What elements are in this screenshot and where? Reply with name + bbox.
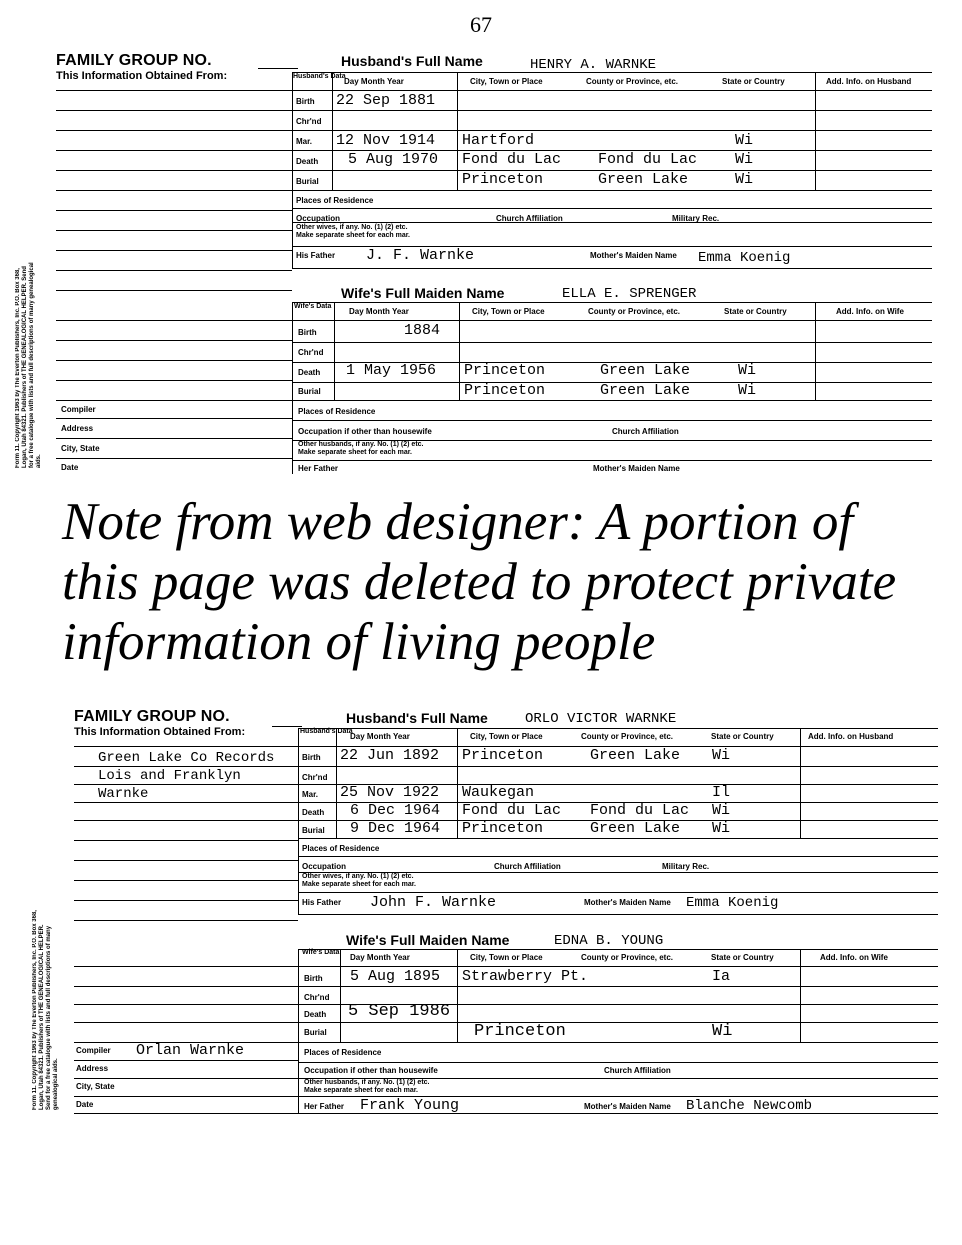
wife-places-label: Places of Residence [298,407,376,416]
wife2-death-label: Death [304,1010,327,1019]
city-header-2: City, Town or Place [470,732,543,741]
husbands-data-label: Husband's Data [293,73,346,80]
husband2-death-city: Fond du Lac [462,802,562,819]
chrnd-label-2: Chr'nd [302,773,328,782]
wife-name: ELLA E. SPRENGER [562,286,697,302]
his-father-name: J. F. Warnke [366,247,475,264]
state-header: State or Country [722,77,785,86]
state-header-wife-2: State or Country [711,953,774,962]
his-father-label: His Father [296,251,336,260]
wife2-birth-state: Ia [712,968,731,985]
date-label-2: Date [76,1100,94,1109]
wife-chrnd-label: Chr'nd [298,348,324,357]
husband2-birth-state: Wi [712,747,731,764]
wife-death-label: Death [298,368,321,377]
burial-label: Burial [296,177,319,186]
mothers-maiden-name-label-2: Mother's Maiden Name [584,898,671,907]
her-mothers-maiden-label-2: Mother's Maiden Name [584,1102,671,1111]
husband2-mar-date: 25 Nov 1922 [340,784,440,801]
husband-mar-state: Wi [735,132,754,149]
wife-death-county: Green Lake [600,362,691,379]
make-separate-wife-label-2: Make separate sheet for each mar. [304,1087,419,1094]
page-number: 67 [470,12,492,37]
wifes-data-label-2: Wife's Data [302,949,340,956]
husband2-burial-date: 9 Dec 1964 [350,820,441,837]
copyright-notice-2: Form 11. Copyright 1963 by The Everton Publishers, Inc. P.O. Box 368, Logan, Utah 84321. Publishers of THE GENEALOGICAL HELPER. Send for a free catalogue with lists and full descriptions of many genealogical aids. [32,910,59,1110]
husband2-burial-county: Green Lake [590,820,681,837]
add-info-wife-header: Add. Info. on Wife [836,307,904,316]
address-label: Address [61,424,94,433]
places-of-residence-label-2: Places of Residence [302,844,380,853]
husbands-data-label-2: Husband's Data [300,728,353,735]
wifes-full-maiden-name-label: Wife's Full Maiden Name [341,285,505,301]
wife-birth-date: 1884 [404,322,441,339]
info-source-1: Green Lake Co Records [98,750,275,766]
husband-name-2: ORLO VICTOR WARNKE [525,711,677,727]
wife2-death-date: 5 Sep 1986 [348,1002,451,1021]
day-month-year-header: Day Month Year [344,77,404,86]
occupation-label-2: Occupation [302,862,347,871]
info-obtained-label: This Information Obtained From: [56,70,228,82]
her-father-label: Her Father [298,464,339,473]
wife2-burial-label: Burial [304,1028,327,1037]
husband-death-date: 5 Aug 1970 [348,151,439,168]
husband2-birth-county: Green Lake [590,747,681,764]
wife2-birth-city: Strawberry Pt. [462,968,589,985]
compiler-label-2: Compiler [76,1046,111,1055]
wife-burial-city: Princeton [464,382,546,399]
compiler-name-2: Orlan Warnke [136,1042,245,1059]
family-group-no-label: FAMILY GROUP NO. [56,52,212,69]
date-label: Date [61,463,79,472]
husband2-burial-city: Princeton [462,820,544,837]
day-month-year-header-2: Day Month Year [350,732,410,741]
her-father-label-2: Her Father [304,1102,345,1111]
mar-label: Mar. [296,137,313,146]
church-affiliation-label: Church Affiliation [496,214,563,223]
mar-label-2: Mar. [302,790,319,799]
web-designer-note: Note from web designer: A portion of this page was deleted to protect private information of living people [62,493,897,671]
info-obtained-label-2: This Information Obtained From: [74,726,246,738]
wife2-birth-date: 5 Aug 1895 [350,968,441,985]
county-header-wife: County or Province, etc. [588,307,681,316]
wife-death-city: Princeton [464,362,546,379]
places-of-residence-label: Places of Residence [296,196,374,205]
wife2-birth-label: Birth [304,974,323,983]
her-mother-name-2: Blanche Newcomb [686,1098,813,1114]
day-month-year-header-wife: Day Month Year [349,307,409,316]
other-husbands-label: Other husbands, if any. No. (1) (2) etc. [298,441,424,448]
copyright-notice: Form 11. Copyright 1963 by The Everton Publishers, Inc. P.O. Box 368, Logan, Utah 84321. Publishers of THE GENEALOGICAL HELPER. Send for a free catalogue with lists and full descriptions of many genealogical aids. [15,262,42,468]
city-header-wife: City, Town or Place [472,307,545,316]
husband-burial-state: Wi [735,171,754,188]
occupation-label: Occupation [296,214,341,223]
husbands-full-name-label-2: Husband's Full Name [346,710,488,726]
wife2-chrnd-label: Chr'nd [304,993,330,1002]
city-header-wife-2: City, Town or Place [470,953,543,962]
wife2-burial-city: Princeton [474,1022,566,1041]
birth-label: Birth [296,97,315,106]
husband-mar-date: 12 Nov 1914 [336,132,436,149]
burial-label-2: Burial [302,826,325,835]
husband2-mar-state: Il [712,784,731,801]
wife-burial-state: Wi [738,382,757,399]
wife-death-date: 1 May 1956 [346,362,437,379]
his-father-name-2: John F. Warnke [370,894,497,911]
city-state-label: City, State [61,444,100,453]
husband2-death-date: 6 Dec 1964 [350,802,441,819]
husband2-burial-state: Wi [712,820,731,837]
make-separate-label-2: Make separate sheet for each mar. [302,881,417,888]
death-label-2: Death [302,808,325,817]
husband2-mar-city: Waukegan [462,784,535,801]
husband-death-state: Wi [735,151,754,168]
family-group-no-label-2: FAMILY GROUP NO. [74,708,230,725]
his-mother-name: Emma Koenig [698,250,791,266]
death-label: Death [296,157,319,166]
military-rec-label-2: Military Rec. [662,862,710,871]
chrnd-label: Chr'nd [296,117,322,126]
wife-name-2: EDNA B. YOUNG [554,933,664,949]
wife-burial-county: Green Lake [600,382,691,399]
husbands-full-name-label: Husband's Full Name [341,53,483,69]
mothers-maiden-name-label: Mother's Maiden Name [590,251,677,260]
wife-burial-label: Burial [298,387,321,396]
wife-church-label: Church Affiliation [612,427,679,436]
wife-birth-label: Birth [298,328,317,337]
his-father-label-2: His Father [302,898,342,907]
wifes-data-label: Wife's Data [294,303,332,310]
state-header-wife: State or Country [724,307,787,316]
husband-burial-county: Green Lake [598,171,689,188]
make-separate-label: Make separate sheet for each mar. [296,232,411,239]
info-source-2: Lois and Franklyn [98,768,241,784]
his-mother-name-2: Emma Koenig [686,895,779,911]
city-state-label-2: City, State [76,1082,115,1091]
her-mothers-maiden-label: Mother's Maiden Name [593,464,680,473]
other-wives-label: Other wives, if any. No. (1) (2) etc. [296,224,408,231]
wife-death-state: Wi [738,362,757,379]
other-husbands-label-2: Other husbands, if any. No. (1) (2) etc. [304,1079,430,1086]
husband-death-county: Fond du Lac [598,151,698,168]
county-header: County or Province, etc. [586,77,679,86]
husband2-death-county: Fond du Lac [590,802,690,819]
other-wives-label-2: Other wives, if any. No. (1) (2) etc. [302,873,414,880]
compiler-label: Compiler [61,405,96,414]
husband2-death-state: Wi [712,802,731,819]
wife2-places-label: Places of Residence [304,1048,382,1057]
husband-name: HENRY A. WARNKE [530,57,657,73]
wife2-occupation-label: Occupation if other than housewife [304,1066,438,1075]
wifes-full-maiden-name-label-2: Wife's Full Maiden Name [346,932,510,948]
husband-death-city: Fond du Lac [462,151,562,168]
birth-label-2: Birth [302,753,321,762]
county-header-wife-2: County or Province, etc. [581,953,674,962]
church-affiliation-label-2: Church Affiliation [494,862,561,871]
wife-occupation-label: Occupation if other than housewife [298,427,432,436]
husband-burial-city: Princeton [462,171,544,188]
military-rec-label: Military Rec. [672,214,720,223]
day-month-year-header-wife-2: Day Month Year [350,953,410,962]
her-father-name-2: Frank Young [360,1097,460,1114]
address-label-2: Address [76,1064,109,1073]
city-header: City, Town or Place [470,77,543,86]
husband-mar-city: Hartford [462,132,535,149]
county-header-2: County or Province, etc. [581,732,674,741]
add-info-header: Add. Info. on Husband [826,77,912,86]
wife2-burial-state: Wi [712,1022,733,1041]
husband-birth-date: 22 Sep 1881 [336,92,436,109]
add-info-wife-header-2: Add. Info. on Wife [820,953,888,962]
husband2-birth-date: 22 Jun 1892 [340,747,440,764]
add-info-header-2: Add. Info. on Husband [808,732,894,741]
info-source-3: Warnke [98,786,149,802]
husband2-birth-city: Princeton [462,747,544,764]
state-header-2: State or Country [711,732,774,741]
make-separate-wife-label: Make separate sheet for each mar. [298,449,413,456]
wife2-church-label: Church Affiliation [604,1066,671,1075]
